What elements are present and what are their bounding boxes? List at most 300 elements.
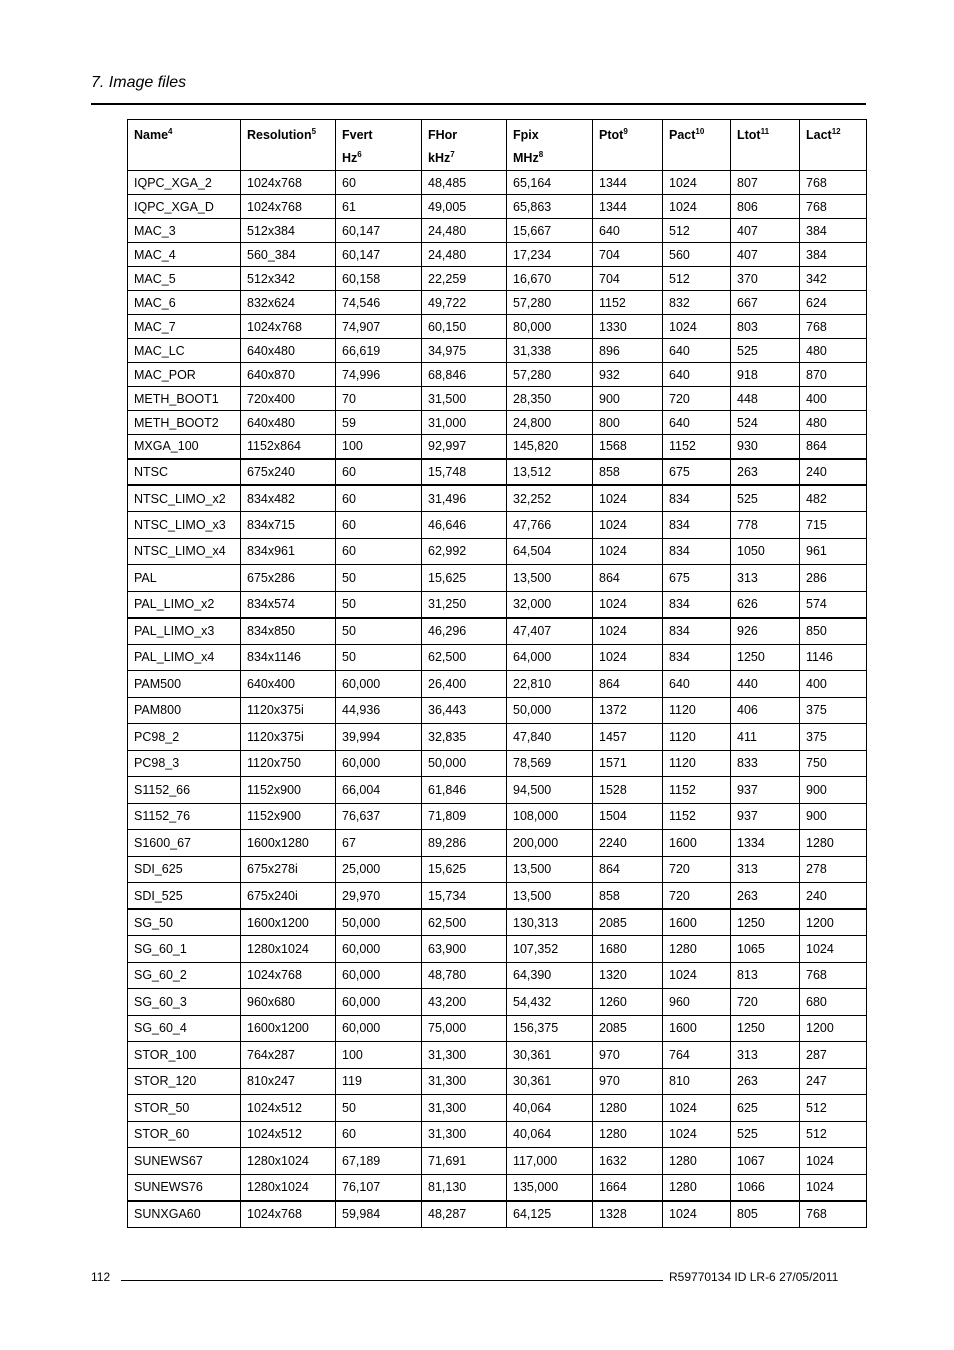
mode-name-cell: IQPC_XGA_2 [128,171,241,195]
table-cell: 1250 [731,1015,800,1042]
page-number: 112 [91,1270,111,1284]
table-cell: 1680 [593,936,663,963]
table-cell: 65,164 [507,171,593,195]
table-cell: 74,907 [336,315,422,339]
table-cell: 13,512 [507,459,593,486]
table-cell: 50 [336,618,422,645]
table-cell: 70 [336,387,422,411]
table-cell: 94,500 [507,777,593,804]
table-cell: 834x715 [241,512,336,539]
table-cell: 1600x1280 [241,830,336,857]
table-cell: 100 [336,435,422,459]
table-cell: 200,000 [507,830,593,857]
table-cell: 834 [663,591,731,618]
table-cell: 1024 [663,315,731,339]
table-cell: 803 [731,315,800,339]
footnote-ref: 10 [695,126,705,136]
table-row [128,777,867,804]
table-cell: 768 [800,1201,867,1228]
mode-name-cell: SG_60_4 [128,1015,241,1042]
table-cell: 1600 [663,909,731,936]
table-cell: 117,000 [507,1148,593,1175]
table-cell: 864 [593,565,663,592]
table-cell: 31,300 [422,1042,507,1069]
table-cell: 60,158 [336,267,422,291]
table-cell: 47,840 [507,724,593,751]
table-cell: 49,722 [422,291,507,315]
table-cell: 1024 [663,1201,731,1228]
table-cell: 1066 [731,1174,800,1201]
table-cell: 970 [593,1068,663,1095]
table-cell: 768 [800,315,867,339]
table-row [128,538,867,565]
table-cell: 480 [800,411,867,435]
table-cell: 100 [336,1042,422,1069]
table-cell: 16,670 [507,267,593,291]
table-cell: 49,005 [422,195,507,219]
table-cell: 768 [800,962,867,989]
table-cell: 74,996 [336,363,422,387]
table-cell: 313 [731,856,800,883]
table-cell: 313 [731,1042,800,1069]
footnote-ref: 11 [760,126,770,136]
footer-rule [121,1280,663,1281]
column-label: Resolution [247,128,312,142]
table-cell: 1280 [593,1095,663,1122]
column-label: Pact [669,128,696,142]
table-cell: 50 [336,644,422,671]
table-cell: 1280 [663,1174,731,1201]
table-cell: 720 [731,989,800,1016]
mode-name-cell: PC98_3 [128,750,241,777]
table-row [128,1015,867,1042]
table-cell: 62,500 [422,644,507,671]
table-cell: 31,338 [507,339,593,363]
table-row [128,387,867,411]
table-cell: 400 [800,387,867,411]
table-cell: 778 [731,512,800,539]
table-cell: 34,975 [422,339,507,363]
table-row [128,724,867,751]
column-header [241,120,336,171]
table-cell: 15,748 [422,459,507,486]
table-cell: 342 [800,267,867,291]
table-cell: 92,997 [422,435,507,459]
table-cell: 31,300 [422,1121,507,1148]
mode-name-cell: METH_BOOT2 [128,411,241,435]
table-cell: 50,000 [336,909,422,936]
mode-name-cell: S1600_67 [128,830,241,857]
table-cell: 512 [800,1095,867,1122]
table-row [128,989,867,1016]
mode-name-cell: S1152_66 [128,777,241,804]
table-cell: 704 [593,243,663,267]
table-cell: 1024x768 [241,195,336,219]
table-cell: 704 [593,267,663,291]
table-cell: 108,000 [507,803,593,830]
table-row [128,697,867,724]
table-cell: 313 [731,565,800,592]
mode-name-cell: SDI_525 [128,883,241,910]
table-cell: 407 [731,243,800,267]
table-cell: 44,936 [336,697,422,724]
table-cell: 1024 [800,936,867,963]
table-cell: 896 [593,339,663,363]
footnote-ref: 5 [311,126,317,136]
image-files-table [127,119,867,1228]
table-cell: 263 [731,883,800,910]
mode-name-cell: MXGA_100 [128,435,241,459]
table-cell: 384 [800,219,867,243]
mode-name-cell: PAL_LIMO_x4 [128,644,241,671]
mode-name-cell: PAL_LIMO_x3 [128,618,241,645]
table-row [128,591,867,618]
table-row [128,1148,867,1175]
table-cell: 240 [800,459,867,486]
table-cell: 59,984 [336,1201,422,1228]
mode-name-cell: S1152_76 [128,803,241,830]
table-cell: 59 [336,411,422,435]
table-row [128,411,867,435]
mode-name-cell: SDI_625 [128,856,241,883]
mode-name-cell: NTSC_LIMO_x2 [128,485,241,512]
table-cell: 512 [663,267,731,291]
table-cell: 89,286 [422,830,507,857]
mode-name-cell: MAC_4 [128,243,241,267]
table-cell: 918 [731,363,800,387]
table-cell: 858 [593,459,663,486]
table-cell: 263 [731,1068,800,1095]
table-cell: 624 [800,291,867,315]
header-rule [91,103,866,105]
table-cell: 30,361 [507,1068,593,1095]
table-cell: 40,064 [507,1095,593,1122]
mode-name-cell: SUNEWS76 [128,1174,241,1201]
table-cell: 1600x1200 [241,909,336,936]
table-cell: 64,000 [507,644,593,671]
table-cell: 76,637 [336,803,422,830]
table-cell: 13,500 [507,883,593,910]
table-cell: 448 [731,387,800,411]
table-cell: 864 [593,671,663,698]
table-cell: 813 [731,962,800,989]
table-cell: 71,809 [422,803,507,830]
table-cell: 29,970 [336,883,422,910]
table-cell: 60 [336,171,422,195]
table-cell: 960 [663,989,731,1016]
table-cell: 834x961 [241,538,336,565]
table-cell: 720 [663,387,731,411]
table-cell: 834x1146 [241,644,336,671]
table-cell: 1024 [663,962,731,989]
table-cell: 1024x768 [241,171,336,195]
table-cell: 834 [663,538,731,565]
table-cell: 130,313 [507,909,593,936]
table-cell: 937 [731,803,800,830]
table-cell: 60,147 [336,219,422,243]
table-cell: 36,443 [422,697,507,724]
table-cell: 512x384 [241,219,336,243]
mode-name-cell: SUNXGA60 [128,1201,241,1228]
table-row [128,1095,867,1122]
table-cell: 32,000 [507,591,593,618]
column-unit: Hz [342,151,358,165]
table-cell: 900 [800,777,867,804]
table-row [128,883,867,910]
table-cell: 50,000 [507,697,593,724]
table-cell: 1280x1024 [241,936,336,963]
table-cell: 48,780 [422,962,507,989]
table-cell: 1200 [800,1015,867,1042]
table-cell: 75,000 [422,1015,507,1042]
table-cell: 1024x512 [241,1121,336,1148]
table-cell: 1280x1024 [241,1174,336,1201]
table-cell: 525 [731,485,800,512]
table-cell: 247 [800,1068,867,1095]
table-cell: 15,625 [422,856,507,883]
table-row [128,219,867,243]
column-label: Ltot [737,128,761,142]
table-cell: 384 [800,243,867,267]
table-cell: 63,900 [422,936,507,963]
table-cell: 1120x375i [241,724,336,751]
table-cell: 832 [663,291,731,315]
table-cell: 31,496 [422,485,507,512]
table-cell: 2085 [593,909,663,936]
table-cell: 60,147 [336,243,422,267]
table-cell: 25,000 [336,856,422,883]
document-reference: R59770134 ID LR-6 27/05/2011 [669,1270,839,1284]
table-cell: 864 [800,435,867,459]
table-cell: 47,407 [507,618,593,645]
table-cell: 1260 [593,989,663,1016]
table-cell: 807 [731,171,800,195]
table-row [128,291,867,315]
table-cell: 1280x1024 [241,1148,336,1175]
table-cell: 1024x768 [241,962,336,989]
mode-name-cell: PAM500 [128,671,241,698]
table-cell: 640x480 [241,411,336,435]
table-row [128,459,867,486]
column-unit: MHz [513,151,539,165]
table-cell: 31,250 [422,591,507,618]
table-row [128,363,867,387]
table-cell: 1152 [593,291,663,315]
table-cell: 2085 [593,1015,663,1042]
mode-name-cell: METH_BOOT1 [128,387,241,411]
table-cell: 720 [663,883,731,910]
table-cell: 24,800 [507,411,593,435]
table-cell: 50 [336,1095,422,1122]
column-header [731,120,800,171]
table-cell: 287 [800,1042,867,1069]
table-cell: 32,835 [422,724,507,751]
mode-name-cell: PAL_LIMO_x2 [128,591,241,618]
table-cell: 625 [731,1095,800,1122]
table-cell: 1632 [593,1148,663,1175]
table-cell: 375 [800,697,867,724]
table-cell: 768 [800,171,867,195]
table-cell: 24,480 [422,243,507,267]
table-cell: 834 [663,644,731,671]
table-cell: 970 [593,1042,663,1069]
table-cell: 640 [593,219,663,243]
table-cell: 1568 [593,435,663,459]
table-row [128,1201,867,1228]
table-cell: 720x400 [241,387,336,411]
mode-name-cell: SG_60_1 [128,936,241,963]
table-cell: 524 [731,411,800,435]
table-cell: 1152x864 [241,435,336,459]
table-cell: 15,667 [507,219,593,243]
table-cell: 810x247 [241,1068,336,1095]
table-cell: 440 [731,671,800,698]
mode-name-cell: STOR_120 [128,1068,241,1095]
table-cell: 81,130 [422,1174,507,1201]
table-cell: 675 [663,459,731,486]
table-cell: 61 [336,195,422,219]
table-cell: 525 [731,1121,800,1148]
table-cell: 50,000 [422,750,507,777]
table-cell: 1024x768 [241,315,336,339]
mode-name-cell: MAC_3 [128,219,241,243]
table-cell: 768 [800,195,867,219]
table-cell: 46,646 [422,512,507,539]
table-cell: 22,259 [422,267,507,291]
mode-name-cell: NTSC_LIMO_x4 [128,538,241,565]
table-cell: 1280 [593,1121,663,1148]
table-cell: 482 [800,485,867,512]
table-cell: 1504 [593,803,663,830]
table-cell: 870 [800,363,867,387]
table-row [128,1042,867,1069]
table-cell: 60,000 [336,936,422,963]
table-cell: 80,000 [507,315,593,339]
table-cell: 60,000 [336,750,422,777]
table-cell: 512 [800,1121,867,1148]
mode-name-cell: STOR_60 [128,1121,241,1148]
table-cell: 145,820 [507,435,593,459]
table-row [128,671,867,698]
mode-name-cell: SG_60_2 [128,962,241,989]
table-cell: 65,863 [507,195,593,219]
table-cell: 640 [663,363,731,387]
mode-name-cell: STOR_100 [128,1042,241,1069]
table-row [128,962,867,989]
table-cell: 375 [800,724,867,751]
table-cell: 48,287 [422,1201,507,1228]
table-cell: 560 [663,243,731,267]
table-cell: 32,252 [507,485,593,512]
table-cell: 1152 [663,803,731,830]
table-cell: 764 [663,1042,731,1069]
column-header [336,120,422,171]
table-cell: 864 [593,856,663,883]
table-row [128,803,867,830]
column-label: Fpix [513,128,539,142]
column-label: Fvert [342,128,373,142]
mode-name-cell: MAC_LC [128,339,241,363]
table-row [128,750,867,777]
table-cell: 764x287 [241,1042,336,1069]
table-cell: 156,375 [507,1015,593,1042]
table-cell: 675 [663,565,731,592]
table-cell: 1152x900 [241,777,336,804]
table-cell: 400 [800,671,867,698]
table-cell: 43,200 [422,989,507,1016]
table-cell: 1024 [663,1121,731,1148]
table-cell: 66,619 [336,339,422,363]
table-cell: 858 [593,883,663,910]
table-cell: 48,485 [422,171,507,195]
table-cell: 46,296 [422,618,507,645]
table-cell: 1146 [800,644,867,671]
table-cell: 1344 [593,171,663,195]
table-cell: 67,189 [336,1148,422,1175]
table-cell: 525 [731,339,800,363]
column-label: Name [134,128,169,142]
table-cell: 74,546 [336,291,422,315]
table-cell: 62,992 [422,538,507,565]
table-cell: 119 [336,1068,422,1095]
column-header [128,120,241,171]
column-unit: kHz [428,151,451,165]
table-cell: 64,390 [507,962,593,989]
table-cell: 31,000 [422,411,507,435]
table-cell: 1024 [593,644,663,671]
table-row [128,565,867,592]
column-header [663,120,731,171]
table-body [128,171,867,1228]
table-cell: 31,500 [422,387,507,411]
table-cell: 832x624 [241,291,336,315]
table-cell: 60 [336,538,422,565]
table-cell: 834x574 [241,591,336,618]
mode-name-cell: SG_60_3 [128,989,241,1016]
table-cell: 1528 [593,777,663,804]
table-cell: 850 [800,618,867,645]
table-cell: 50 [336,591,422,618]
table-cell: 930 [731,435,800,459]
mode-name-cell: IQPC_XGA_D [128,195,241,219]
table-cell: 1024 [593,485,663,512]
table-cell: 1065 [731,936,800,963]
column-header [422,120,507,171]
table-cell: 60,000 [336,671,422,698]
table-cell: 1600 [663,1015,731,1042]
table-cell: 675x286 [241,565,336,592]
table-cell: 640 [663,671,731,698]
table-cell: 667 [731,291,800,315]
mode-name-cell: MAC_POR [128,363,241,387]
table-cell: 1050 [731,538,800,565]
table-cell: 13,500 [507,856,593,883]
table-cell: 407 [731,219,800,243]
table-cell: 1250 [731,909,800,936]
table-row [128,830,867,857]
table-cell: 961 [800,538,867,565]
table-cell: 640x480 [241,339,336,363]
table-cell: 810 [663,1068,731,1095]
table-cell: 1024x768 [241,1201,336,1228]
mode-name-cell: STOR_50 [128,1095,241,1122]
table-cell: 1024 [800,1148,867,1175]
table-cell: 370 [731,267,800,291]
table-cell: 1280 [663,1148,731,1175]
column-label: Ptot [599,128,624,142]
table-cell: 66,004 [336,777,422,804]
table-cell: 1120x375i [241,697,336,724]
